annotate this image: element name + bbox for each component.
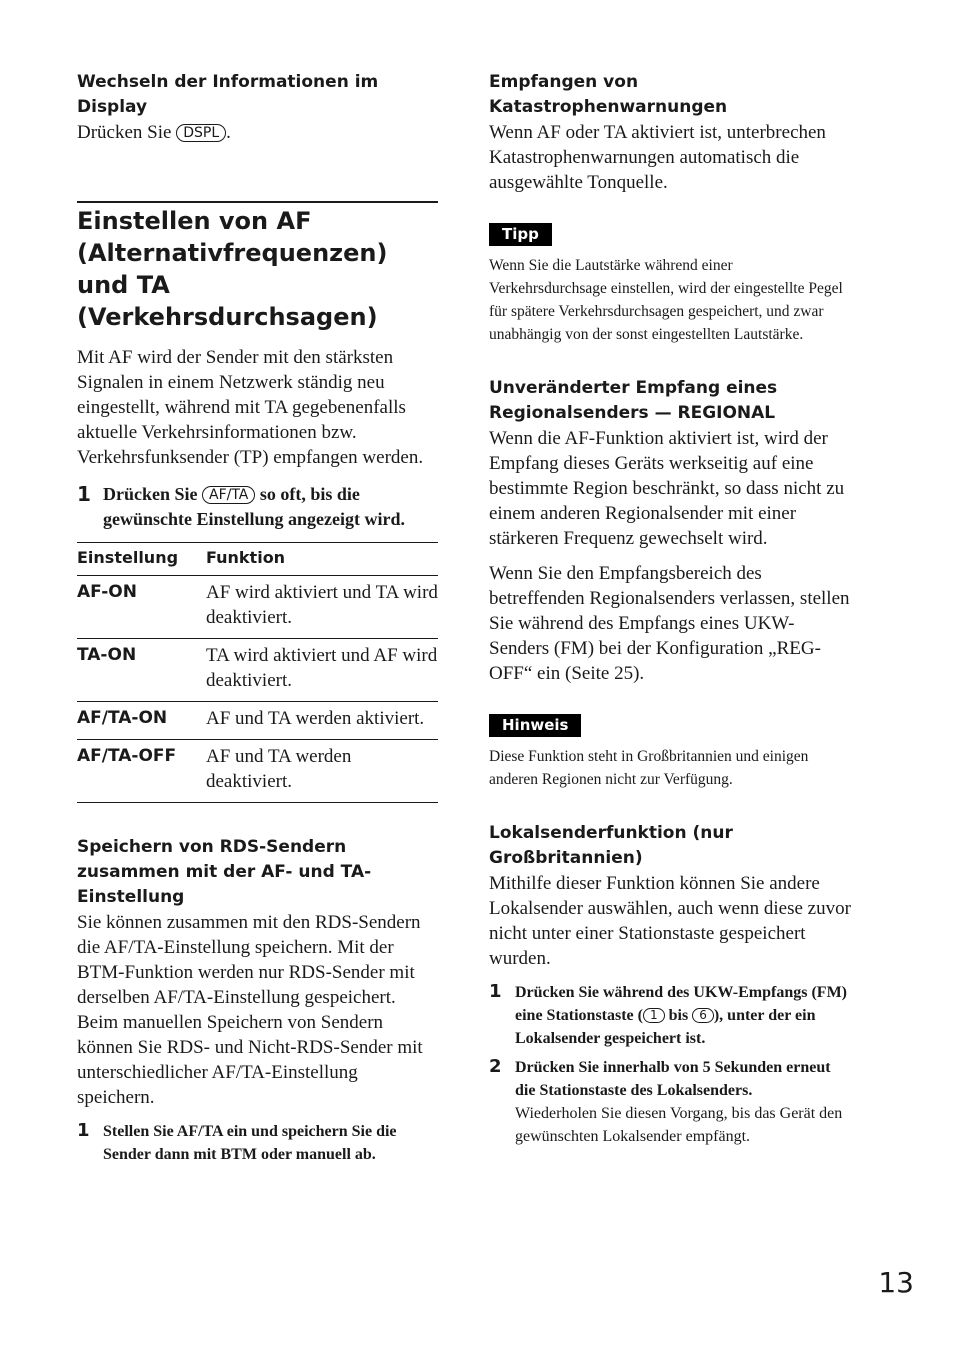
function-cell: AF und TA werden aktiviert. — [206, 702, 438, 740]
display-heading: Wechseln der Informationen im Display — [77, 72, 379, 117]
rds-text-2: Beim manuellen Speichern von Sendern können Sie RDS- und Nicht-RDS-Sender mit unterschiedlicher AF/TA-Einstellung speichern. — [77, 1012, 423, 1108]
tip-text: Wenn Sie die Lautstärke während einer Verkehrsdurchsage einstellen, wird der eingestellte Pegel für spätere Verkehrsdurchsagen gespeichert, und zwar unabhängig von der sonst eingestellten Lautstärke. — [489, 257, 843, 343]
right-column — [489, 70, 851, 1148]
af-ta-step-1: 1 Drücken Sie AF/TA so oft, bis die gewünschte Einstellung angezeigt wird. — [77, 482, 438, 532]
main-heading: Einstellen von AF (Alternativfrequenzen) und TA (Verkehrsdurchsagen) — [77, 207, 388, 331]
table-row — [77, 740, 438, 803]
af-ta-intro: Mit AF wird der Sender mit den stärksten Signalen in einem Netzwerk ständig neu eingestellt, während mit TA gegebenenfalls aktuelle Verkehrsinformationen bzw. Verkehrsfunksender (TP) empfangen werden. — [77, 347, 424, 468]
function-cell: TA wird aktiviert und AF wird deaktiviert. — [206, 639, 438, 702]
note-label: Hinweis — [489, 714, 581, 737]
preset-1-button-icon: 1 — [643, 1008, 665, 1023]
regional-text-2: Wenn Sie den Empfangsbereich des betreffenden Regionalsenders verlassen, stellen Sie während des Empfangs eines UKW-Senders (FM) bei der Konfiguration „REG-OFF“ ein (Seite 25). — [489, 563, 850, 684]
setting-cell: AF-ON — [77, 576, 206, 639]
setting-cell: TA-ON — [77, 639, 206, 702]
table-header-setting: Einstellung — [77, 543, 206, 576]
table-row — [77, 639, 438, 702]
rds-step-1 — [77, 1120, 438, 1166]
rds-text-1: Sie können zusammen mit den RDS-Sendern die AF/TA-Einstellung speichern. Mit der BTM-Funktion werden nur RDS-Sender mit derselben AF/TA-Einstellung gespeichert. — [77, 912, 421, 1008]
table-row — [77, 702, 438, 740]
regional-heading: Unveränderter Empfang eines Regionalsenders — REGIONAL — [489, 378, 778, 423]
setting-cell: AF/TA-ON — [77, 702, 206, 740]
page-number: 13 — [878, 1266, 914, 1299]
regional-text-1: Wenn die AF-Funktion aktiviert ist, wird der Empfang dieses Geräts werkseitig auf eine bestimmte Region beschränkt, so dass nicht zu einem anderen Regionalsender mit einer stärkeren Frequenz gewechselt wird. — [489, 428, 845, 549]
preset-6-button-icon: 6 — [692, 1008, 714, 1023]
emergency-heading: Empfangen von Katastrophenwarnungen — [489, 72, 728, 117]
local-step-2: 2 Drücken Sie innerhalb von 5 Sekunden erneut die Stationstaste des Lokalsenders. Wiederholen Sie diesen Vorgang, bis das Gerät den gewünschten Lokalsender empfängt. — [489, 1056, 851, 1148]
step-text: Stellen Sie AF/TA ein und speichern Sie die Sender dann mit BTM oder manuell ab. — [103, 1123, 397, 1163]
step-number: 1 — [77, 482, 91, 506]
local-heading: Lokalsenderfunktion (nur Großbritannien) — [489, 823, 733, 868]
display-instruction: Drücken Sie DSPL . — [77, 122, 231, 143]
dspl-button-icon: DSPL — [176, 124, 226, 142]
local-text: Mithilfe dieser Funktion können Sie andere Lokalsender auswählen, auch wenn diese zuvor nicht unter einer Stationstaste gespeichert wurden. — [489, 873, 851, 969]
step-number: 1 — [489, 981, 502, 1002]
step-number: 1 — [77, 1120, 90, 1141]
tip-label: Tipp — [489, 223, 552, 246]
setting-cell: AF/TA-OFF — [77, 740, 206, 803]
local-step-1: 1 Drücken Sie während des UKW-Empfangs (FM) eine Stationstaste ( 1 bis 6 ), unter der ein Lokalsender gespeichert ist. — [489, 981, 851, 1050]
af-ta-button-icon: AF/TA — [202, 486, 255, 504]
emergency-text: Wenn AF oder TA aktiviert ist, unterbrechen Katastrophenwarnungen automatisch die ausgewählte Tonquelle. — [489, 122, 826, 193]
rds-heading: Speichern von RDS-Sendern zusammen mit der AF- und TA-Einstellung — [77, 837, 372, 907]
left-column — [77, 70, 438, 1166]
table-header-function: Funktion — [206, 543, 438, 576]
af-ta-settings-table — [77, 542, 438, 803]
function-cell: AF und TA werden deaktiviert. — [206, 740, 438, 803]
table-row — [77, 576, 438, 639]
note-text: Diese Funktion steht in Großbritannien und einigen anderen Regionen nicht zur Verfügung. — [489, 748, 809, 788]
step-number: 2 — [489, 1056, 502, 1077]
function-cell: AF wird aktiviert und TA wird deaktiviert. — [206, 576, 438, 639]
